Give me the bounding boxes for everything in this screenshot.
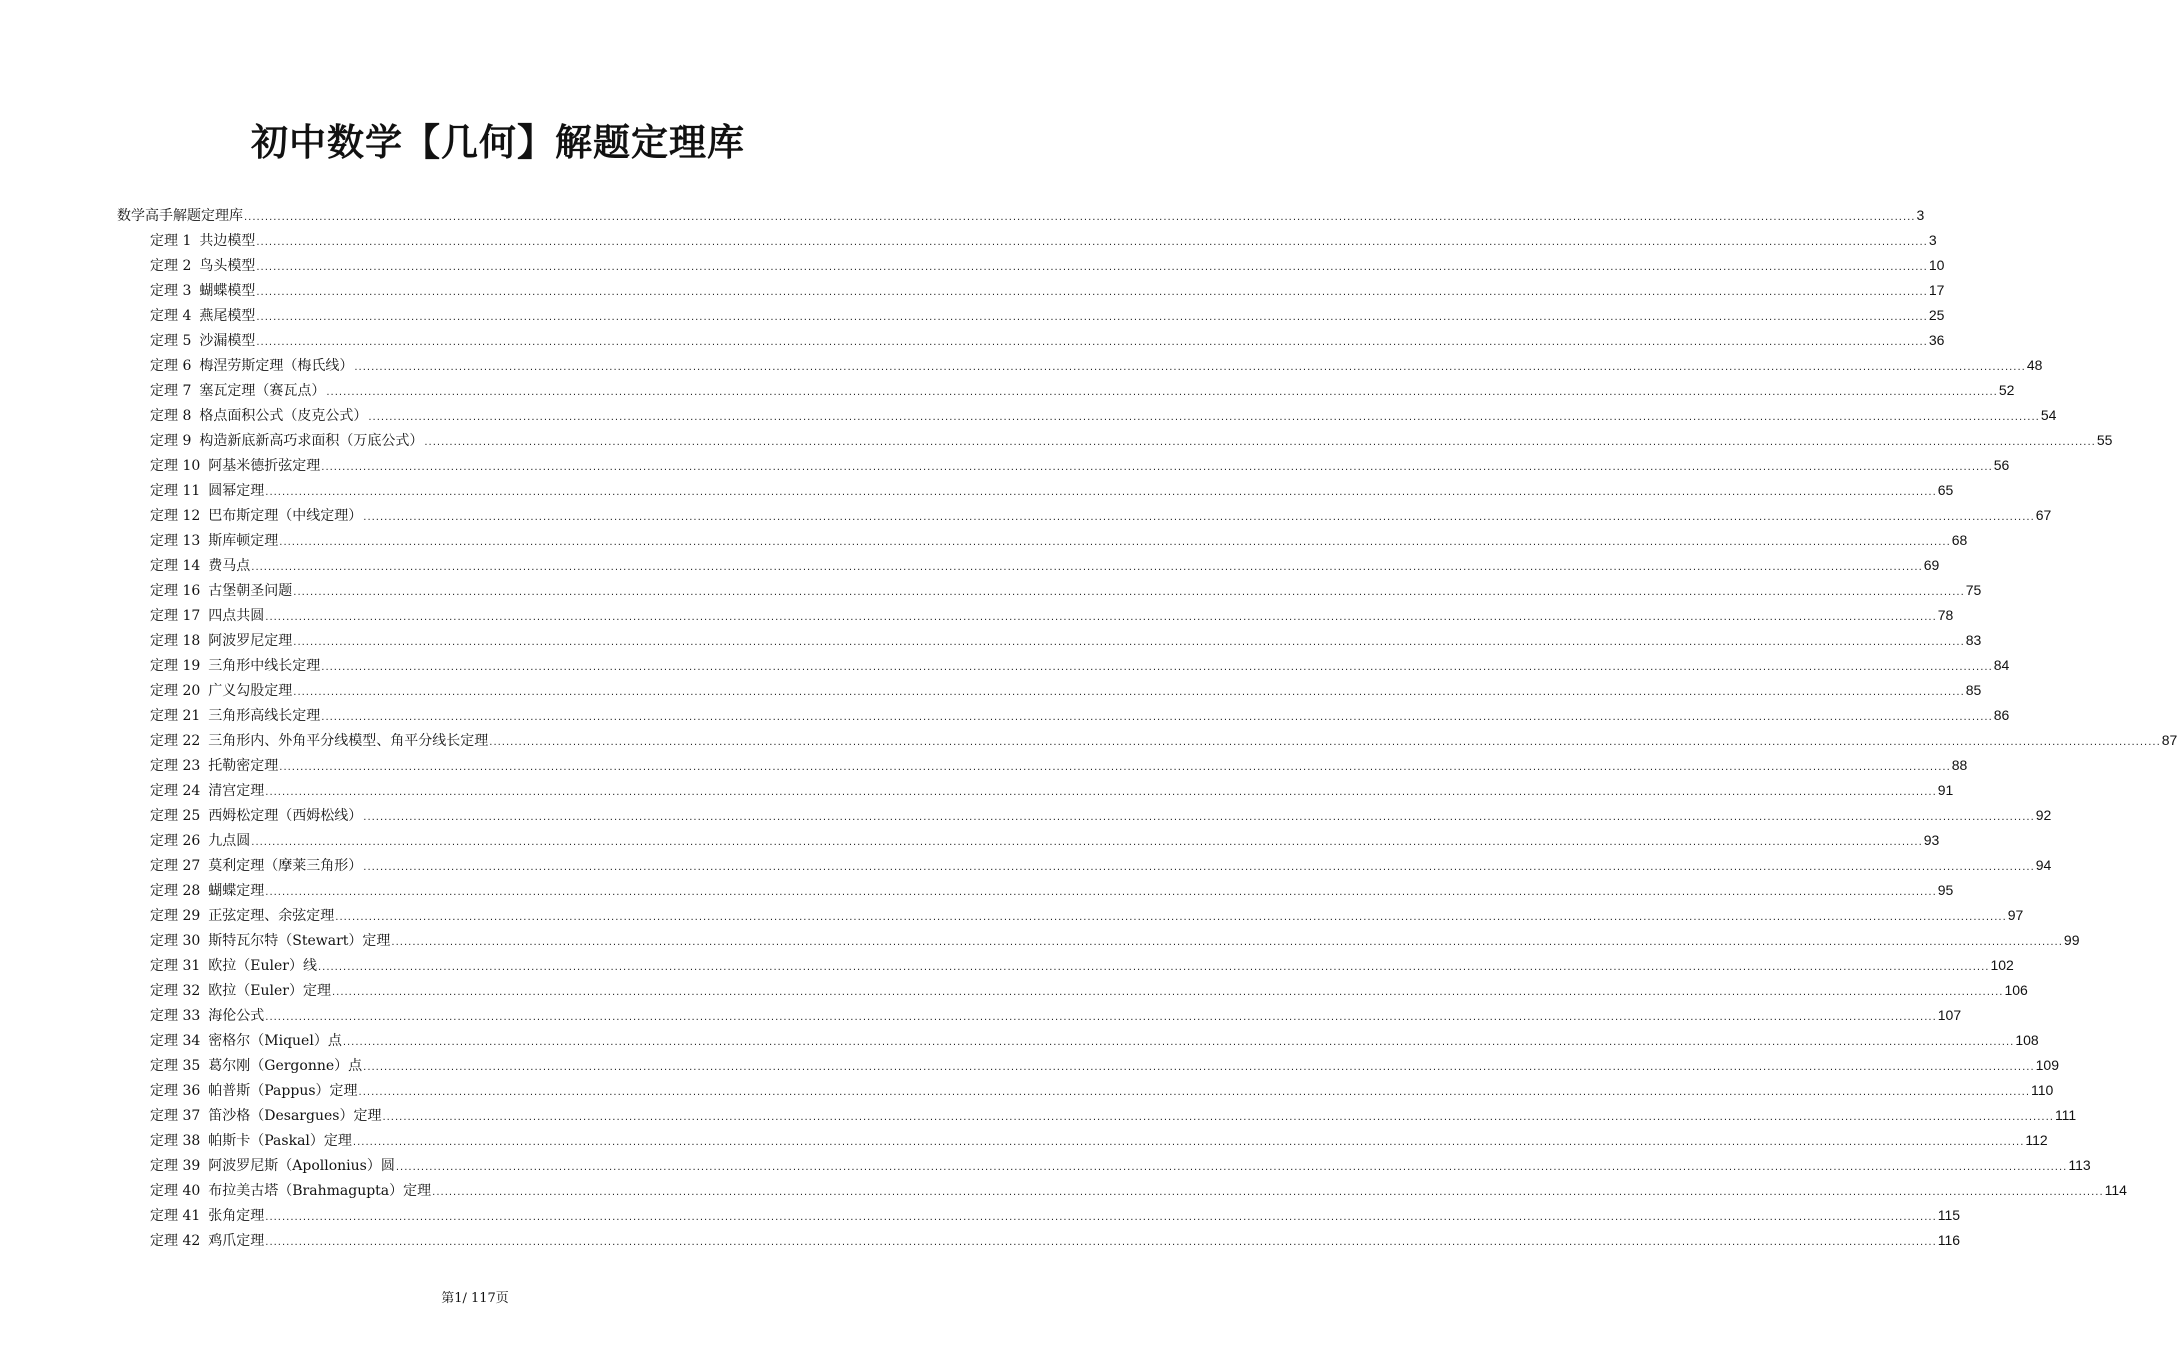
toc-entry[interactable] — [150, 578, 1982, 603]
toc-entry-title: 笛沙格（Desargues）定理 — [208, 1108, 382, 1124]
toc-leader-dots: ................................................................................................................................................................................................................................................................................................................................................................................................................ — [321, 662, 1993, 673]
toc-entry-page: 3 — [1916, 207, 1925, 223]
toc-entry[interactable] — [150, 953, 2014, 978]
toc-leader-dots: ................................................................................................................................................................................................................................................................................................................................................................................................................ — [317, 962, 1990, 973]
toc-leader-dots: ................................................................................................................................................................................................................................................................................................................................................................................................................ — [321, 462, 1993, 473]
toc-entry[interactable] — [150, 1003, 1962, 1028]
toc-leader-dots: ................................................................................................................................................................................................................................................................................................................................................................................................................ — [256, 337, 1928, 348]
toc-entry-number: 定理 17 — [150, 608, 201, 624]
toc-entry-number: 定理 24 — [150, 783, 201, 799]
toc-entry-number: 定理 38 — [150, 1133, 201, 1149]
toc-entry-page: 87 — [2161, 732, 2177, 748]
toc-entry-title: 广义勾股定理 — [208, 683, 293, 699]
toc-leader-dots: ................................................................................................................................................................................................................................................................................................................................................................................................................ — [363, 812, 2035, 823]
toc-leader-dots: ................................................................................................................................................................................................................................................................................................................................................................................................................ — [395, 1162, 2068, 1173]
toc-entry-title: 四点共圆 — [208, 608, 265, 624]
toc-leader-dots: ................................................................................................................................................................................................................................................................................................................................................................................................................ — [293, 637, 1965, 648]
toc-entry-number: 定理 8 — [150, 408, 192, 424]
toc-entry-number: 定理 11 — [150, 483, 201, 499]
toc-entry-title: 欧拉（Euler）定理 — [208, 983, 331, 999]
toc-leader-dots: ................................................................................................................................................................................................................................................................................................................................................................................................................ — [489, 737, 2161, 748]
toc-entry-title: 正弦定理、余弦定理 — [208, 908, 335, 924]
toc-entry-label — [150, 454, 320, 479]
toc-entry-label — [150, 804, 362, 829]
toc-entry-label — [150, 1029, 342, 1054]
toc-leader-dots: ................................................................................................................................................................................................................................................................................................................................................................................................................ — [256, 237, 1928, 248]
toc-leader-dots: ................................................................................................................................................................................................................................................................................................................................................................................................................ — [256, 287, 1928, 298]
toc-entry-number: 定理 20 — [150, 683, 201, 699]
toc-entry-label — [150, 354, 353, 379]
toc-entry-title: 阿基米德折弦定理 — [208, 458, 321, 474]
toc-entry-page: 95 — [1937, 882, 1954, 898]
toc-entry-title: 西姆松定理（西姆松线） — [208, 808, 363, 824]
toc-entry-page: 114 — [2104, 1182, 2127, 1198]
toc-entry-number: 定理 2 — [150, 258, 192, 274]
toc-entry-page: 109 — [2035, 1057, 2059, 1073]
toc-entry[interactable] — [150, 1128, 2048, 1153]
toc-entry-label — [150, 654, 320, 679]
toc-entry[interactable] — [150, 853, 2052, 878]
toc-entry[interactable] — [150, 978, 2028, 1003]
toc-entry-page: 113 — [2068, 1157, 2091, 1173]
toc-entry-page: 54 — [2040, 407, 2057, 423]
toc-entry-number: 定理 12 — [150, 508, 201, 524]
toc-entry-number: 定理 6 — [150, 358, 192, 374]
toc-entry[interactable] — [150, 1178, 2127, 1203]
toc-leader-dots: ................................................................................................................................................................................................................................................................................................................................................................................................................ — [293, 687, 1965, 698]
toc-entry-label — [150, 1004, 264, 1029]
toc-entry-page: 94 — [2035, 857, 2052, 873]
toc-entry-title: 帕普斯（Pappus）定理 — [208, 1083, 358, 1099]
toc-entry[interactable] — [150, 653, 2010, 678]
toc-entry-label — [150, 279, 255, 304]
toc-entry-number: 定理 18 — [150, 633, 201, 649]
toc-leader-dots: ................................................................................................................................................................................................................................................................................................................................................................................................................ — [358, 1087, 2031, 1098]
toc-entry-title: 张角定理 — [208, 1208, 265, 1224]
toc-entry-number: 定理 27 — [150, 858, 201, 874]
toc-entry-title: 密格尔（Miquel）点 — [208, 1033, 342, 1049]
toc-entry[interactable] — [150, 478, 1954, 503]
toc-entry[interactable] — [150, 353, 2043, 378]
toc-entry-label — [150, 854, 362, 879]
toc-entry-page: 112 — [2025, 1132, 2048, 1148]
toc-entry-label — [150, 954, 317, 979]
toc-entry-page: 17 — [1928, 282, 1945, 298]
toc-entry-number: 定理 31 — [150, 958, 201, 974]
toc-entry-page: 25 — [1928, 307, 1945, 323]
toc-entry[interactable] — [150, 553, 1940, 578]
toc-entry-page: 91 — [1937, 782, 1954, 798]
toc-entry-page: 52 — [1998, 382, 2015, 398]
toc-entry-label — [150, 429, 423, 454]
toc-entry[interactable] — [150, 303, 1945, 328]
toc-entry[interactable] — [150, 378, 2015, 403]
toc-entry-number: 定理 37 — [150, 1108, 201, 1124]
toc-entry[interactable] — [150, 253, 1945, 278]
toc-leader-dots: ................................................................................................................................................................................................................................................................................................................................................................................................................ — [363, 862, 2035, 873]
toc-entry-label — [150, 604, 264, 629]
toc-entry-label — [150, 254, 255, 279]
toc-entry-title: 鸡爪定理 — [208, 1233, 265, 1249]
toc-entry-number: 定理 14 — [150, 558, 201, 574]
toc-entry-page: 65 — [1937, 482, 1954, 498]
toc-entry-title: 沙漏模型 — [199, 333, 256, 349]
toc-entry[interactable] — [150, 603, 1954, 628]
toc-entry-page: 111 — [2054, 1107, 2077, 1123]
toc-entry[interactable] — [150, 878, 1954, 903]
toc-entry-number: 定理 42 — [150, 1233, 201, 1249]
toc-entry-page: 99 — [2063, 932, 2080, 948]
toc-entry-number: 定理 29 — [150, 908, 201, 924]
toc-entry[interactable] — [150, 928, 2080, 953]
toc-entry[interactable] — [150, 1153, 2091, 1178]
toc-entry-title: 数学高手解题定理库 — [117, 208, 243, 224]
toc-entry[interactable] — [150, 1228, 1961, 1253]
toc-entry-label — [150, 1079, 358, 1104]
toc-entry-page: 116 — [1937, 1232, 1961, 1248]
toc-entry-label — [150, 1104, 381, 1129]
toc-leader-dots: ................................................................................................................................................................................................................................................................................................................................................................................................................ — [265, 612, 1937, 623]
toc-entry-label — [150, 904, 334, 929]
toc-entry-number: 定理 7 — [150, 383, 192, 399]
toc-leader-dots: ................................................................................................................................................................................................................................................................................................................................................................................................................ — [256, 262, 1928, 273]
toc-entry-number: 定理 28 — [150, 883, 201, 899]
toc-leader-dots: ................................................................................................................................................................................................................................................................................................................................................................................................................ — [265, 1212, 1937, 1223]
toc-entry-title: 九点圆 — [208, 833, 251, 849]
toc-entry-number: 定理 30 — [150, 933, 201, 949]
toc-entry-number: 定理 39 — [150, 1158, 201, 1174]
toc-entry-title: 燕尾模型 — [199, 308, 256, 324]
toc-entry-number: 定理 40 — [150, 1183, 201, 1199]
toc-entry[interactable] — [150, 228, 1937, 253]
toc-entry-page: 115 — [1937, 1207, 1961, 1223]
toc-entry[interactable] — [150, 1078, 2054, 1103]
toc-entry-page: 56 — [1993, 457, 2010, 473]
toc-entry-number: 定理 1 — [150, 233, 192, 249]
toc-entry-page: 78 — [1937, 607, 1954, 623]
toc-entry-title: 三角形内、外角平分线模型、角平分线长定理 — [208, 733, 489, 749]
toc-leader-dots: ................................................................................................................................................................................................................................................................................................................................................................................................................ — [279, 537, 1951, 548]
toc-entry-number: 定理 3 — [150, 283, 192, 299]
toc-entry[interactable] — [150, 728, 2177, 753]
toc-leader-dots: ................................................................................................................................................................................................................................................................................................................................................................................................................ — [424, 437, 2096, 448]
toc-entry-page: 92 — [2035, 807, 2052, 823]
toc-entry-title: 塞瓦定理（赛瓦点） — [199, 383, 326, 399]
toc-entry[interactable] — [150, 803, 2052, 828]
toc-entry-page: 48 — [2026, 357, 2043, 373]
toc-entry-label — [150, 779, 264, 804]
toc-entry-number: 定理 16 — [150, 583, 201, 599]
toc-leader-dots: ................................................................................................................................................................................................................................................................................................................................................................................................................ — [321, 712, 1993, 723]
toc-entry-label — [150, 1204, 264, 1229]
toc-entry[interactable] — [150, 828, 1940, 853]
toc-leader-dots: ................................................................................................................................................................................................................................................................................................................................................................................................................ — [363, 512, 2035, 523]
toc-leader-dots: ................................................................................................................................................................................................................................................................................................................................................................................................................ — [293, 587, 1965, 598]
toc-entry[interactable] — [150, 1103, 2077, 1128]
toc-entry-page: 86 — [1993, 707, 2010, 723]
toc-entry-label — [150, 704, 320, 729]
toc-entry-title: 葛尔刚（Gergonne）点 — [208, 1058, 363, 1074]
toc-entry-title: 托勒密定理 — [208, 758, 279, 774]
toc-entry-page: 67 — [2035, 507, 2052, 523]
toc-entry-page: 3 — [1928, 232, 1937, 248]
toc-entry[interactable] — [150, 1053, 2059, 1078]
toc-entry-number: 定理 9 — [150, 433, 192, 449]
toc-entry-label — [150, 879, 264, 904]
toc-entry-number: 定理 34 — [150, 1033, 201, 1049]
toc-entry[interactable] — [150, 328, 1945, 353]
page-footer: 第1/ 117页 — [441, 1291, 509, 1306]
toc-entry-page: 88 — [1951, 757, 1968, 773]
toc-entry-number: 定理 10 — [150, 458, 201, 474]
toc-entry-title: 共边模型 — [199, 233, 256, 249]
toc-entry-title: 三角形中线长定理 — [208, 658, 321, 674]
toc-entry-number: 定理 21 — [150, 708, 201, 724]
toc-entry-page: 69 — [1923, 557, 1940, 573]
toc-leader-dots: ................................................................................................................................................................................................................................................................................................................................................................................................................ — [265, 1237, 1937, 1248]
toc-entry-title: 古堡朝圣问题 — [208, 583, 293, 599]
toc-entry-page: 68 — [1951, 532, 1968, 548]
toc-entry-page: 85 — [1965, 682, 1982, 698]
toc-entry[interactable] — [150, 278, 1945, 303]
toc-entry-label — [150, 1154, 395, 1179]
toc-leader-dots: ................................................................................................................................................................................................................................................................................................................................................................................................................ — [335, 912, 2007, 923]
toc-entry-label — [150, 479, 264, 504]
toc-entry-title: 斯库顿定理 — [208, 533, 279, 549]
toc-leader-dots: ................................................................................................................................................................................................................................................................................................................................................................................................................ — [256, 312, 1928, 323]
toc-entry-title: 阿波罗尼定理 — [208, 633, 293, 649]
toc-entry-page: 108 — [2015, 1032, 2039, 1048]
toc-entry-page: 97 — [2007, 907, 2024, 923]
toc-entry-label — [150, 379, 325, 404]
toc-entry-page: 55 — [2096, 432, 2113, 448]
toc-leader-dots: ................................................................................................................................................................................................................................................................................................................................................................................................................ — [326, 387, 1998, 398]
toc-entry-title: 三角形高线长定理 — [208, 708, 321, 724]
toc-entry-number: 定理 26 — [150, 833, 201, 849]
toc-entry-label — [150, 1054, 362, 1079]
toc-entry-page: 107 — [1937, 1007, 1962, 1023]
toc-entry-number: 定理 4 — [150, 308, 192, 324]
toc-entry-label — [150, 1179, 431, 1204]
toc-entry-label — [150, 1229, 264, 1254]
toc-entry-number: 定理 5 — [150, 333, 192, 349]
toc-entry-page: 93 — [1923, 832, 1940, 848]
toc-entry-number: 定理 19 — [150, 658, 201, 674]
toc-entry-page: 110 — [2031, 1082, 2054, 1098]
toc-entry-title: 海伦公式 — [208, 1008, 265, 1024]
toc-entry[interactable] — [150, 528, 1968, 553]
toc-entry-label — [150, 679, 292, 704]
toc-entry[interactable] — [117, 203, 1925, 228]
toc-entry-label — [150, 729, 488, 754]
toc-entry[interactable] — [150, 678, 1982, 703]
toc-entry[interactable] — [150, 778, 1954, 803]
toc-leader-dots: ................................................................................................................................................................................................................................................................................................................................................................................................................ — [279, 762, 1951, 773]
toc-leader-dots: ................................................................................................................................................................................................................................................................................................................................................................................................................ — [382, 1112, 2054, 1123]
toc-entry-title: 斯特瓦尔特（Stewart）定理 — [208, 933, 391, 949]
toc-entry-label — [150, 229, 255, 254]
toc-entry-label — [150, 1129, 352, 1154]
toc-entry-title: 莫利定理（摩莱三角形） — [208, 858, 363, 874]
toc-leader-dots: ................................................................................................................................................................................................................................................................................................................................................................................................................ — [342, 1037, 2015, 1048]
toc-entry[interactable] — [150, 503, 2052, 528]
toc-entry-label — [150, 579, 292, 604]
toc-entry-page: 10 — [1928, 257, 1945, 273]
toc-entry-number: 定理 25 — [150, 808, 201, 824]
toc-leader-dots: ................................................................................................................................................................................................................................................................................................................................................................................................................ — [251, 837, 1923, 848]
toc-entry-page: 83 — [1965, 632, 1982, 648]
toc-leader-dots: ................................................................................................................................................................................................................................................................................................................................................................................................................ — [363, 1062, 2035, 1073]
toc-entry[interactable] — [150, 703, 2010, 728]
toc-entry-number: 定理 41 — [150, 1208, 201, 1224]
toc-leader-dots: ................................................................................................................................................................................................................................................................................................................................................................................................................ — [432, 1187, 2104, 1198]
toc-entry[interactable] — [150, 403, 2057, 428]
toc-entry-page: 106 — [2004, 982, 2028, 998]
toc-leader-dots: ................................................................................................................................................................................................................................................................................................................................................................................................................ — [265, 787, 1937, 798]
toc-entry[interactable] — [150, 453, 2010, 478]
toc-leader-dots: ................................................................................................................................................................................................................................................................................................................................................................................................................ — [391, 937, 2063, 948]
toc-leader-dots: ................................................................................................................................................................................................................................................................................................................................................................................................................ — [265, 487, 1937, 498]
toc-entry-label — [150, 929, 390, 954]
toc-entry-title: 帕斯卡（Paskal）定理 — [208, 1133, 352, 1149]
toc-entry-number: 定理 32 — [150, 983, 201, 999]
toc-entry-label — [150, 304, 255, 329]
toc-entry-number: 定理 33 — [150, 1008, 201, 1024]
toc-leader-dots: ................................................................................................................................................................................................................................................................................................................................................................................................................ — [265, 887, 1937, 898]
toc-entry-number: 定理 36 — [150, 1083, 201, 1099]
toc-entry-title: 鸟头模型 — [199, 258, 256, 274]
toc-entry[interactable] — [150, 1028, 2039, 1053]
toc-entry-title: 欧拉（Euler）线 — [208, 958, 317, 974]
toc-entry-label — [150, 404, 367, 429]
toc-entry-number: 定理 13 — [150, 533, 201, 549]
toc-leader-dots: ................................................................................................................................................................................................................................................................................................................................................................................................................ — [352, 1137, 2025, 1148]
toc-entry-title: 格点面积公式（皮克公式） — [199, 408, 368, 424]
toc-entry-title: 巴布斯定理（中线定理） — [208, 508, 363, 524]
toc-entry-page: 75 — [1965, 582, 1982, 598]
document-title: 初中数学【几何】解题定理库 — [251, 121, 745, 164]
toc-leader-dots: ................................................................................................................................................................................................................................................................................................................................................................................................................ — [368, 412, 2040, 423]
toc-entry-title: 布拉美古塔（Brahmagupta）定理 — [208, 1183, 432, 1199]
toc-entry-label — [150, 754, 278, 779]
toc-entry-page: 36 — [1928, 332, 1945, 348]
toc-entry-title: 圆幂定理 — [208, 483, 265, 499]
toc-entry[interactable] — [150, 628, 1982, 653]
toc-leader-dots: ................................................................................................................................................................................................................................................................................................................................................................................................................ — [354, 362, 2026, 373]
toc-leader-dots: ................................................................................................................................................................................................................................................................................................................................................................................................................ — [331, 987, 2004, 998]
toc-entry-label — [150, 504, 362, 529]
toc-entry-number: 定理 22 — [150, 733, 201, 749]
toc-entry-number: 定理 23 — [150, 758, 201, 774]
toc-entry-label — [150, 629, 292, 654]
toc-entry[interactable] — [150, 1203, 1961, 1228]
toc-entry[interactable] — [150, 753, 1968, 778]
toc-entry-title: 梅涅劳斯定理（梅氏线） — [199, 358, 354, 374]
toc-leader-dots: ................................................................................................................................................................................................................................................................................................................................................................................................................ — [244, 212, 1916, 223]
toc-entry[interactable] — [150, 428, 2113, 453]
toc-entry-label — [150, 529, 278, 554]
toc-entry[interactable] — [150, 903, 2024, 928]
toc-entry-title: 蝴蝶定理 — [208, 883, 265, 899]
toc-entry-title: 费马点 — [208, 558, 251, 574]
toc-leader-dots: ................................................................................................................................................................................................................................................................................................................................................................................................................ — [265, 1012, 1937, 1023]
toc-entry-page: 84 — [1993, 657, 2010, 673]
toc-leader-dots: ................................................................................................................................................................................................................................................................................................................................................................................................................ — [251, 562, 1923, 573]
toc-entry-label — [150, 829, 250, 854]
toc-entry-title: 清宫定理 — [208, 783, 265, 799]
toc-entry-label — [150, 979, 331, 1004]
toc-entry-title: 构造新底新高巧求面积（万底公式） — [199, 433, 424, 449]
toc-entry-label — [117, 204, 243, 229]
toc-entry-label — [150, 554, 250, 579]
toc-entry-number: 定理 35 — [150, 1058, 201, 1074]
toc-entry-title: 阿波罗尼斯（Apollonius）圆 — [208, 1158, 395, 1174]
toc-entry-label — [150, 329, 255, 354]
toc-entry-title: 蝴蝶模型 — [199, 283, 256, 299]
toc-entry-page: 102 — [1990, 957, 2014, 973]
